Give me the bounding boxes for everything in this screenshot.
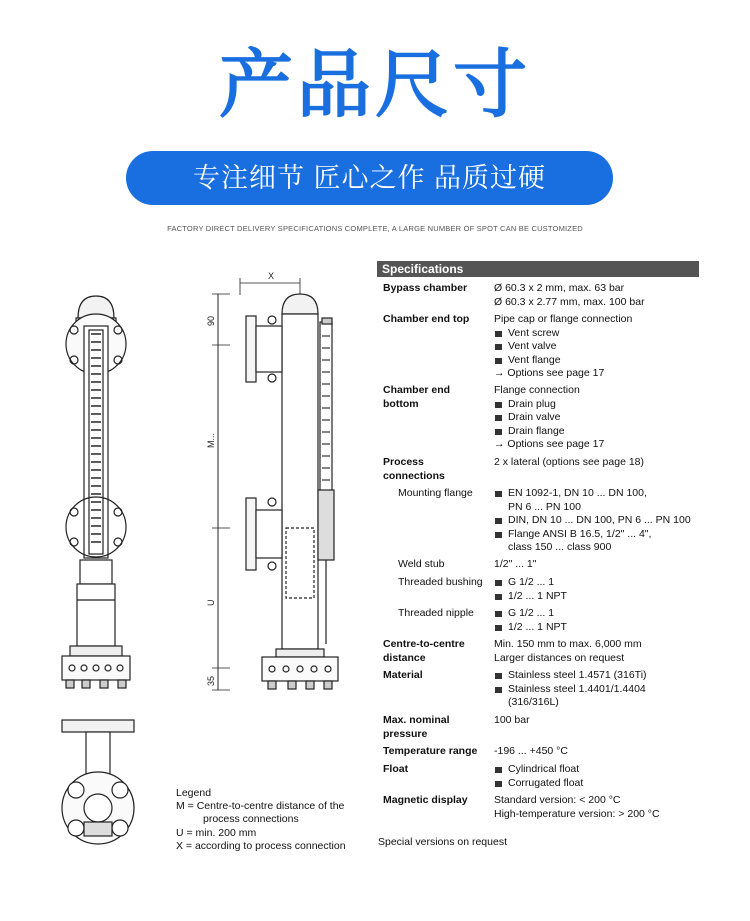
centre-distance-label: Centre-to-centre distance — [383, 638, 465, 664]
magnetic-display-label: Magnetic display — [383, 794, 468, 806]
process-connections-label: Process connections — [383, 456, 445, 482]
dim-x-label: X — [268, 271, 275, 281]
slogan-banner: 专注细节 匠心之作 品质过硬 — [126, 151, 613, 205]
centre-distance-value: Min. 150 mm to max. 6,000 mm Larger distances on request — [494, 638, 642, 664]
temperature-label: Temperature range — [383, 745, 478, 757]
special-versions-note: Special versions on request — [378, 836, 507, 848]
magnetic-display-value: Standard version: < 200 °C High-temperature version: > 200 °C — [494, 794, 660, 820]
bypass-chamber-value: Ø 60.3 x 2 mm, max. 63 bar Ø 60.3 x 2.77 mm, max. 100 bar — [494, 282, 645, 308]
legend-u: U = min. 200 mm — [176, 826, 257, 839]
legend-m: M = Centre-to-centre distance of the — [176, 800, 345, 813]
chamber-end-bottom-label: Chamber end bottom — [383, 384, 451, 410]
side-view-drawing — [212, 278, 338, 690]
top-view-drawing — [62, 720, 134, 844]
legend-m-cont: process connections — [203, 813, 299, 826]
temperature-value: -196 ... +450 °C — [494, 745, 568, 757]
threaded-nipple-value: G 1/2 ... 1 1/2 ... 1 NPT — [494, 607, 699, 634]
dim-90-label: 90 — [206, 315, 216, 326]
max-pressure-value: 100 bar — [494, 714, 530, 726]
threaded-nipple-label: Threaded nipple — [398, 607, 474, 619]
chamber-end-top-value: Pipe cap or flange connection Vent screw Vent valve Vent flange → Options see page 17 — [494, 313, 699, 381]
legend — [176, 787, 346, 853]
dim-m-label: M... — [206, 433, 216, 448]
weld-stub-label: Weld stub — [398, 558, 445, 570]
front-view-drawing — [62, 296, 130, 688]
legend-x: X = according to process connection — [176, 839, 346, 852]
float-value: Cylindrical float Corrugated float — [494, 763, 699, 790]
mounting-flange-value: EN 1092-1, DN 10 ... DN 100, PN 6 ... PN 100 DIN, DN 10 ... DN 100, PN 6 ... PN 100 Flange ANSI B 16.5, 1/2" ... 4", class 150 ... class 900 — [494, 487, 699, 555]
material-label: Material — [383, 669, 423, 681]
float-label: Float — [383, 763, 409, 775]
subline-text: FACTORY DIRECT DELIVERY SPECIFICATIONS COMPLETE, A LARGE NUMBER OF SPOT CAN BE CUSTOMIZED — [167, 224, 583, 233]
material-value: Stainless steel 1.4571 (316Ti) Stainless steel 1.4401/1.4404 (316/316L) — [494, 669, 699, 710]
chamber-end-top-label: Chamber end top — [383, 313, 470, 325]
specs-heading: Specifications — [377, 261, 699, 277]
page-title: 产品尺寸 — [219, 43, 531, 126]
threaded-bushing-label: Threaded bushing — [398, 576, 483, 588]
max-pressure-label: Max. nominal pressure — [383, 714, 450, 740]
chamber-end-bottom-value: Flange connection Drain plug Drain valve Drain flange → Options see page 17 — [494, 384, 699, 452]
indicator-scale — [91, 334, 101, 542]
threaded-bushing-value: G 1/2 ... 1 1/2 ... 1 NPT — [494, 576, 699, 603]
weld-stub-value: 1/2" ... 1" — [494, 558, 537, 570]
process-connections-value: 2 x lateral (options see page 18) — [494, 456, 645, 468]
dim-35-label: 35 — [206, 675, 216, 686]
bypass-chamber-label: Bypass chamber — [383, 282, 468, 294]
dim-u-label: U — [206, 599, 216, 606]
legend-title: Legend — [176, 787, 212, 799]
mounting-flange-label: Mounting flange — [398, 487, 473, 499]
